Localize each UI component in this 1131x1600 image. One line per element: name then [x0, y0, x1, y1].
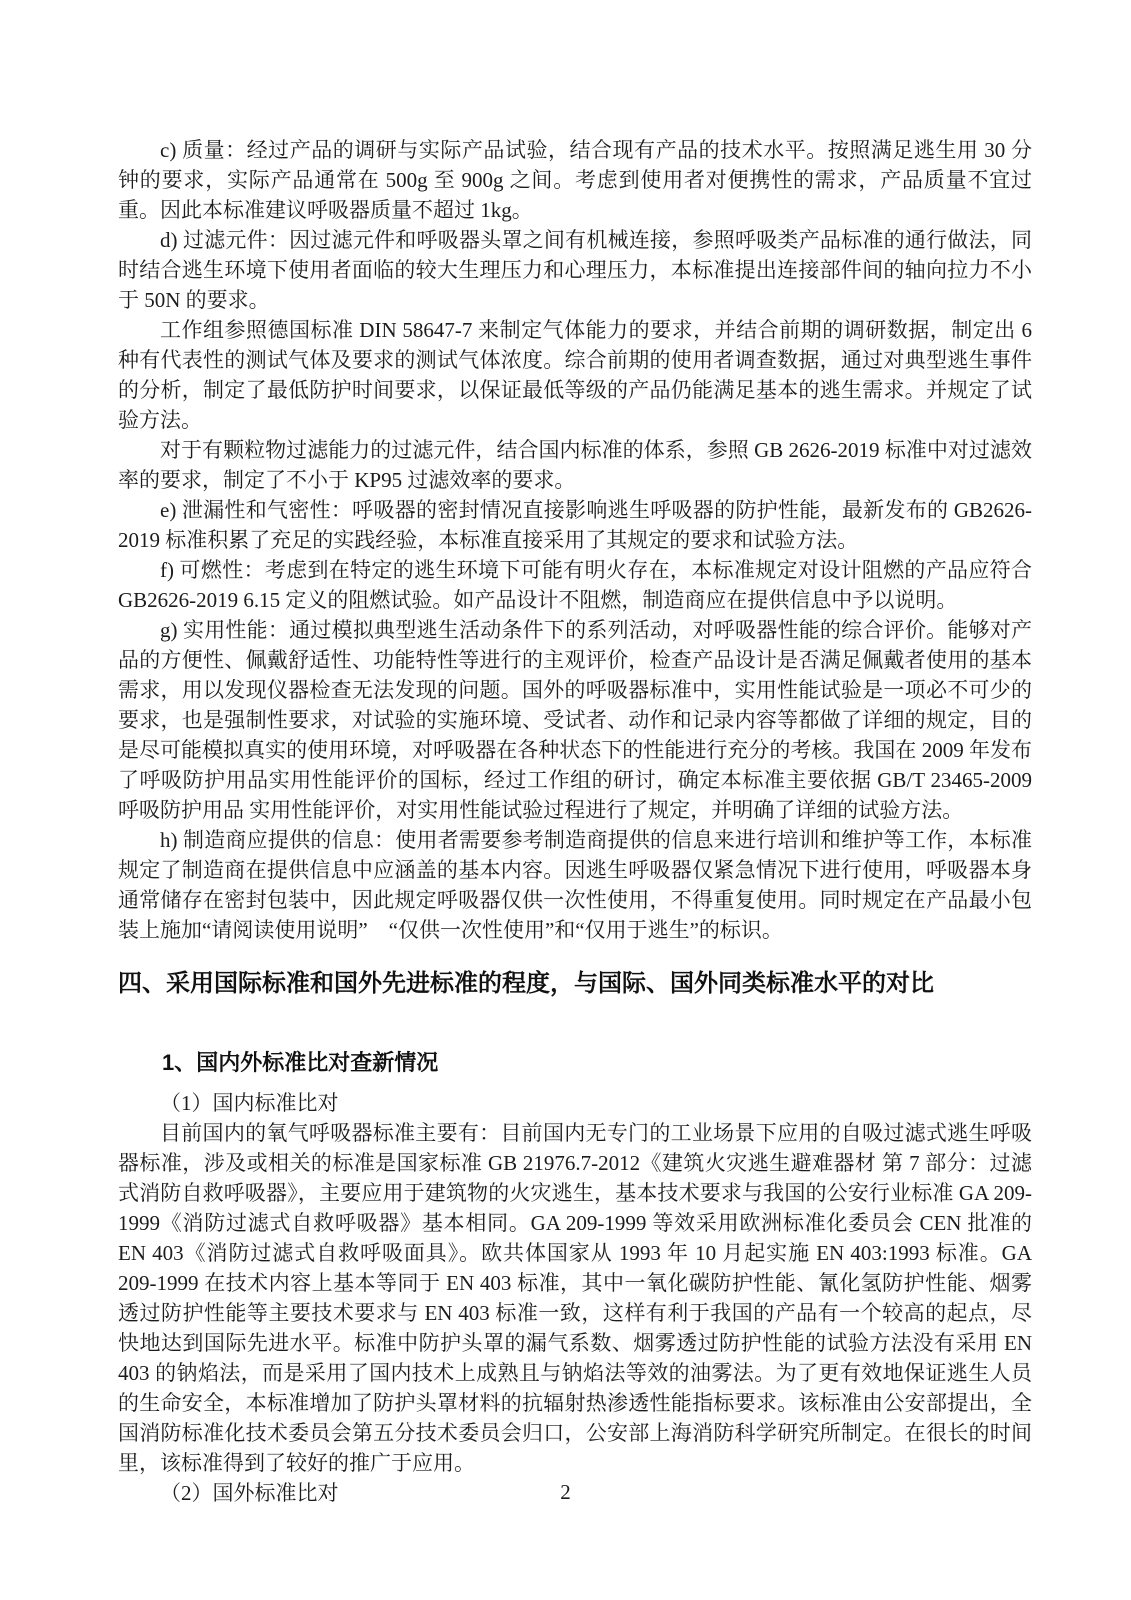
item-label-foreign-comparison: （2）国外标准比对	[160, 1481, 339, 1505]
paragraph-domestic-comparison: 目前国内的氧气呼吸器标准主要有：目前国内无专门的工业场景下应用的自吸过滤式逃生呼吸器标准，涉及或相关的标准是国家标准 GB 21976.7-2012《建筑火灾逃生避难器材 第 7 部分：过滤式消防自救呼吸器》，主要应用于建筑物的火灾逃生，基本技术要求与我国的公安行业标准 GA 209-1999《消防过滤式自救呼吸器》基本相同。GA 209-1999 等效采用欧洲标准化委员会 CEN 批准的 EN 403《消防过滤式自救呼吸面具》。欧共体国家从 1993 年 10 月起实施 EN 403:1993 标准。GA 209-1999 在技术内容上基本等同于 EN 403 标准，其中一氧化碳防护性能、氰化氢防护性能、烟雾透过防护性能等主要技术要求与 EN 403 标准一致，这样有利于我国的产品有一个较高的起点，尽快地达到国际先进水平。标准中防护头罩的漏气系数、烟雾透过防护性能的试验方法没有采用 EN 403 的钠焰法，而是采用了国内技术上成熟且与钠焰法等效的油雾法。为了更有效地保证逃生人员的生命安全，本标准增加了防护头罩材料的抗辐射热渗透性能指标要求。该标准由公安部提出，全国消防标准化技术委员会第五分技术委员会归口，公安部上海消防科学研究所制定。在很长的时间里，该标准得到了较好的推广于应用。	[118, 1121, 1032, 1475]
paragraph-g-practical-performance: g) 实用性能：通过模拟典型逃生活动条件下的系列活动，对呼吸器性能的综合评价。能够对产品的方便性、佩戴舒适性、功能特性等进行的主观评价，检查产品设计是否满足佩戴者使用的基本需求，用以发现仪器检查无法发现的问题。国外的呼吸器标准中，实用性能试验是一项必不可少的要求，也是强制性要求，对试验的实施环境、受试者、动作和记录内容等都做了详细的规定，目的是尽可能模拟真实的使用环境，对呼吸器在各种状态下的性能进行充分的考核。我国在 2009 年发布了呼吸防护用品实用性能评价的国标，经过工作组的研讨，确定本标准主要依据 GB/T 23465-2009 呼吸防护用品 实用性能评价，对实用性能试验过程进行了规定，并明确了详细的试验方法。	[118, 618, 1032, 822]
page-number: 2	[560, 1480, 571, 1504]
paragraph-h-manufacturer-info: h) 制造商应提供的信息：使用者需要参考制造商提供的信息来进行培训和维护等工作，本标准规定了制造商在提供信息中应涵盖的基本内容。因逃生呼吸器仅紧急情况下进行使用，呼吸器本身通常储存在密封包装中，因此规定呼吸器仅供一次性使用，不得重复使用。同时规定在产品最小包装上施加“请阅读使用说明” “仅供一次性使用”和“仅用于逃生”的标识。	[118, 828, 1032, 942]
paragraph-c-mass: c) 质量：经过产品的调研与实际产品试验，结合现有产品的技术水平。按照满足逃生用 30 分钟的要求，实际产品通常在 500g 至 900g 之间。考虑到使用者对便携性的需求，产品质量不宜过重。因此本标准建议呼吸器质量不超过 1kg。	[118, 138, 1032, 222]
paragraph-workgroup-gas-capacity: 工作组参照德国标准 DIN 58647-7 来制定气体能力的要求，并结合前期的调研数据，制定出 6 种有代表性的测试气体及要求的测试气体浓度。综合前期的使用者调查数据，通过对典型逃生事件的分析，制定了最低防护时间要求，以保证最低等级的产品仍能满足基本的逃生需求。并规定了试验方法。	[118, 318, 1032, 432]
document-content	[118, 135, 1032, 1508]
paragraph-particulate-filter: 对于有颗粒物过滤能力的过滤元件，结合国内标准的体系，参照 GB 2626-2019 标准中对过滤效率的要求，制定了不小于 KP95 过滤效率的要求。	[118, 438, 1032, 492]
paragraph-f-flammability: f) 可燃性：考虑到在特定的逃生环境下可能有明火存在，本标准规定对设计阻燃的产品应符合 GB2626-2019 6.15 定义的阻燃试验。如产品设计不阻燃，制造商应在提供信息中予以说明。	[118, 558, 1032, 612]
section-heading-international-comparison: 四、采用国际标准和国外先进标准的程度，与国际、国外同类标准水平的对比	[118, 970, 934, 997]
item-label-domestic-comparison: （1）国内标准比对	[160, 1091, 339, 1115]
paragraph-d-filter-element: d) 过滤元件：因过滤元件和呼吸器头罩之间有机械连接，参照呼吸类产品标准的通行做法，同时结合逃生环境下使用者面临的较大生理压力和心理压力，本标准提出连接部件间的轴向拉力不小于 50N 的要求。	[118, 228, 1032, 312]
paragraph-e-leakage: e) 泄漏性和气密性：呼吸器的密封情况直接影响逃生呼吸器的防护性能，最新发布的 GB2626-2019 标准积累了充足的实践经验，本标准直接采用了其规定的要求和试验方法。	[118, 498, 1032, 552]
subsection-heading-standard-comparison: 1、国内外标准比对查新情况	[162, 1050, 439, 1075]
